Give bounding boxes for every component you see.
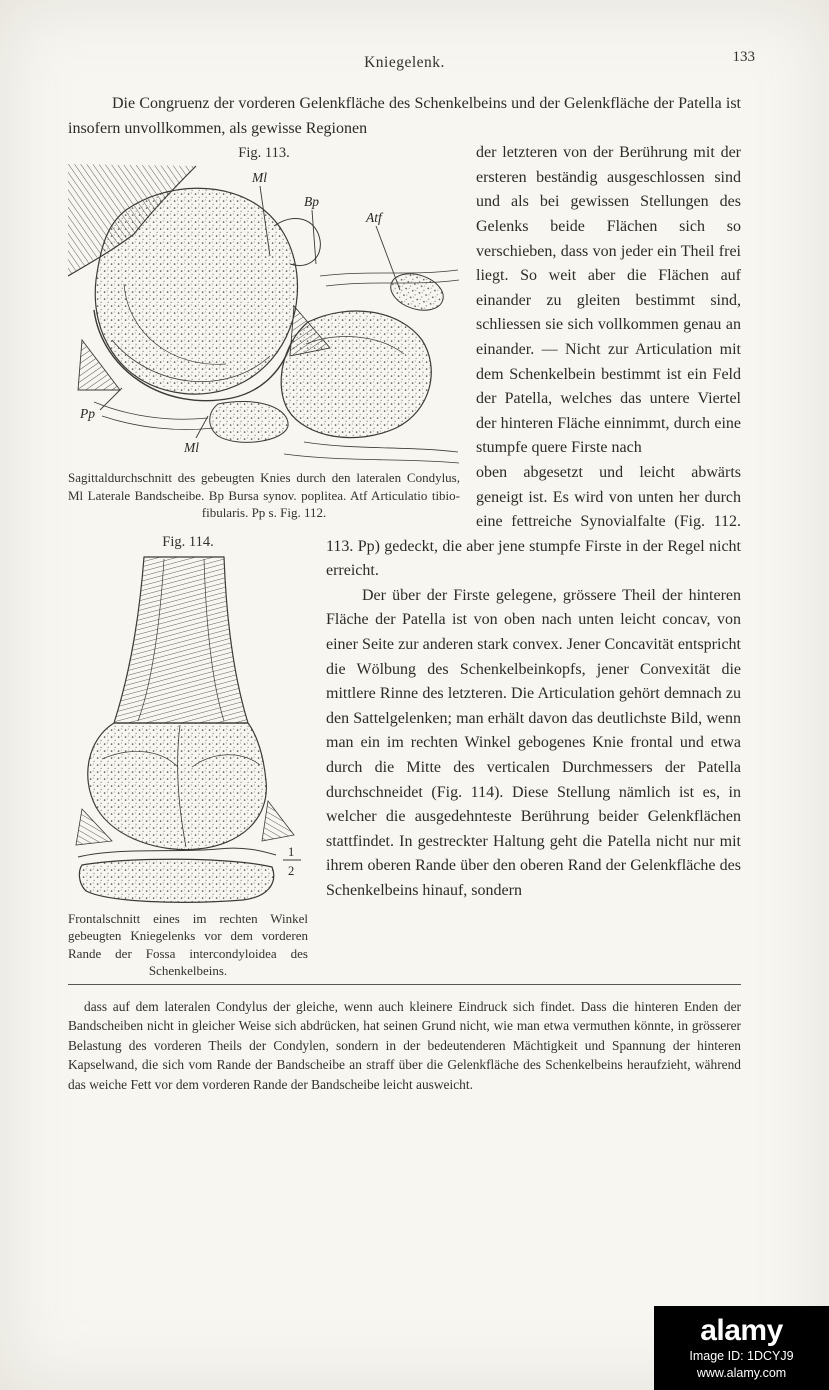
figure-114-drawing <box>68 553 308 905</box>
watermark-url: www.alamy.com <box>696 1366 787 1380</box>
alamy-logo: alamy <box>700 1314 783 1347</box>
figure-114 <box>68 534 308 980</box>
page-number: 133 <box>732 49 755 65</box>
paragraph-main: Der über der Firste gelegene, grössere Theil der hinteren Fläche der Patella ist von oben nach unten leicht concav, von einer Seite zur anderen stark convex. Jener Concavität entspricht die Wölbung des Schenkelbeinkopfs, jener Convexität die mittlere Rinne des letzteren. Die Articulation gehört demnach zu den Sattelgelenken; man erhält davon das deutlichste Bild, wenn man ein im rechten Winkel gebogenes Knie frontal und etwa durch die Mitte des verticalen Durchmessers der Patella durchschneidet (Fig. 114). Diese Stellung nämlich ist es, in welcher die ausgedehnteste Berührung beider Gelenkflächen stattfindet. In gestreckter Haltung geht die Patella nicht nur mit ihrem oberen Rande über den oberen Rand der Gelenkfläche des Schenkelbeins hinauf, sondern <box>326 586 741 899</box>
figure-113 <box>68 145 460 522</box>
fig113-label-bp: Bp <box>304 194 319 210</box>
fig114-art <box>76 557 301 902</box>
paragraph-continuation: oben abgesetzt und leicht abwärts geneigt ist. Es wird von unten her durch eine fettreiche Synovialfalte (Fig. 112. 113. Pp) gedeckt, die aber jene stumpfe Firste in der Regel nicht erreicht. <box>326 463 741 580</box>
fig113-art <box>68 164 459 463</box>
watermark-image-id: Image ID: 1DCYJ9 <box>689 1349 794 1363</box>
page-content <box>68 49 755 1095</box>
fig114-scale-numerator: 1 <box>288 844 295 859</box>
fig113-label-atf: Atf <box>366 210 382 226</box>
fig113-label-ml-bottom: Ml <box>184 440 199 456</box>
running-title: Kniegelenk. <box>364 54 445 71</box>
figure-113-label: Fig. 113. <box>238 145 290 162</box>
watermark-panel <box>654 1306 829 1390</box>
figure-114-caption: Frontalschnitt eines im rechten Winkel gebeugten Kniegelenks vor dem vorderen Rande der Fossa intercondyloidea des Schenkelbeins. <box>68 910 308 979</box>
figure-113-caption: Sagittaldurchschnitt des gebeugten Knies durch den lateralen Condylus, Ml Laterale Bandscheibe. Bp Bursa synov. poplitea. Atf Articulatio tibio-fibularis. Pp s. Fig. 112. <box>68 470 460 521</box>
figure-114-label: Fig. 114. <box>162 533 214 550</box>
paragraph-beside-fig113: der letzteren von der Berührung mit der ersteren beständig ausgeschlossen sind und als bei gewissen Stellungen des Gelenks beide Flächen sich so verschieben, dass von jeder ein Theil frei liegt. So weit aber die Flächen auf einander zu gleiten bestimmt sind, schliessen sie sich vollkommen genau an einander. — Nicht zur Articulation mit dem Schenkelbein bestimmt ist ein Feld der Patella, welches das untere Viertel der hinteren Fläche einnimmt, durch eine stumpfe quere Firste nach <box>476 144 741 457</box>
fig114-scale-denominator: 2 <box>288 863 295 878</box>
footnote-text: dass auf dem lateralen Condylus der gleiche, wenn auch kleinere Eindruck sich findet. Dass die hinteren Enden der Bandscheiben nicht in gleicher Weise sich abdrücken, hat seinen Grund nicht, wie man etwa vermuthen könnte, in grösserer Belastung des vorderen Theils der Condylen, sondern in der bedeutenderen Mächtigkeit und Spannung der hinteren Kapselwand, die sich vom Rande der Bandscheibe an straff über die Gelenkfläche des Schenkelbeins heraufzieht, während das weiche Fett vor dem vorderen Rande der Bandscheibe leicht ausweicht. <box>68 998 741 1093</box>
footnote-section <box>68 984 741 1095</box>
intro-paragraph: Die Congruenz der vorderen Gelenkfläche des Schenkelbeins und der Gelenkfläche der Patella ist insofern unvollkommen, als gewisse Regionen <box>68 95 741 137</box>
page-header <box>68 49 755 80</box>
figure-113-drawing <box>68 164 460 464</box>
fig113-label-ml-top: Ml <box>252 170 267 186</box>
fig113-label-pp: Pp <box>80 406 95 422</box>
